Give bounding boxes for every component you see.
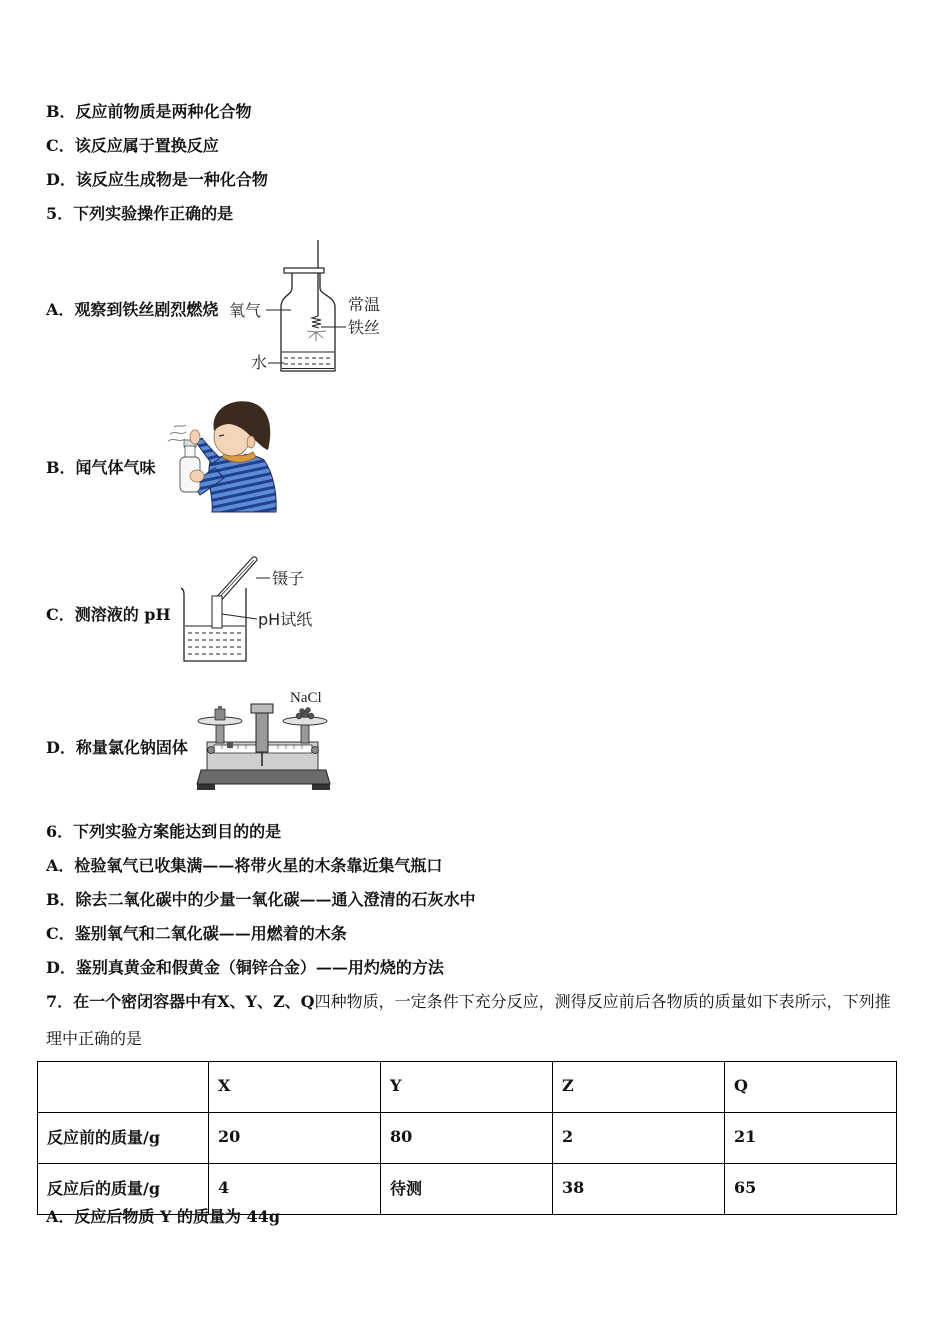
table-corner-cell: [38, 1062, 209, 1113]
table-header-cell: Y: [381, 1062, 553, 1113]
ph-paper-label: pH试纸: [258, 610, 313, 629]
q5-option-d: D．称量氯化钠固体: [46, 738, 188, 757]
oxygen-label: 氧气: [229, 301, 262, 320]
table-cell: 80: [381, 1113, 553, 1164]
table-cell: 2: [553, 1113, 725, 1164]
table-header-cell: Z: [553, 1062, 725, 1113]
table-cell: 4: [209, 1164, 381, 1215]
table-cell: 20: [209, 1113, 381, 1164]
q5-stem: 5．下列实验操作正确的是: [46, 204, 234, 223]
q7-stem: [46, 992, 891, 1012]
table-header-cell: Q: [725, 1062, 897, 1113]
smelling-gas-figure: [160, 398, 280, 516]
nacl-label: NaCl: [290, 690, 322, 706]
q5-option-b: B．闻气体气味: [46, 458, 156, 477]
iron-wire-combustion-figure: [225, 236, 390, 376]
q6-option-c: C．鉴别氧气和二氧化碳——用燃着的木条: [46, 924, 347, 943]
q6-option-d: D．鉴别真黄金和假黄金（铜锌合金）——用灼烧的方法: [46, 958, 444, 977]
iron-wire-label: 铁丝: [348, 318, 381, 337]
q6-stem: 6．下列实验方案能达到目的的是: [46, 822, 282, 841]
ph-test-figure: [178, 552, 318, 667]
q4-option-c: C．该反应属于置换反应: [46, 136, 219, 155]
table-row-label: 反应后的质量/g: [38, 1164, 209, 1215]
table-cell: 65: [725, 1164, 897, 1215]
water-label: 水: [251, 353, 268, 372]
mass-table: [37, 1061, 897, 1215]
table-header-row: [38, 1062, 897, 1113]
q4-option-d: D．该反应生成物是一种化合物: [46, 170, 268, 189]
balance-figure: [192, 684, 334, 794]
room-temp-label: 常温: [348, 295, 381, 314]
table-cell: 21: [725, 1113, 897, 1164]
table-row-label: 反应前的质量/g: [38, 1113, 209, 1164]
q5-option-c: C．测溶液的 pH: [46, 605, 171, 624]
table-row: [38, 1113, 897, 1164]
table-header-cell: X: [209, 1062, 381, 1113]
table-cell: 待测: [381, 1164, 553, 1215]
q7-option-a: A．反应后物质 Y 的质量为 44g: [46, 1207, 281, 1226]
q7-stem-rest: 四种物质，一定条件下充分反应，测得反应前后各物质的质量如下表所示，下列推: [314, 992, 891, 1011]
q4-option-b: B．反应前物质是两种化合物: [46, 102, 252, 121]
tweezers-label: 镊子: [272, 569, 305, 588]
q5-option-a: A．观察到铁丝剧烈燃烧: [46, 300, 219, 319]
q7-stem-bold: 7．在一个密闭容器中有X、Y、Z、Q: [46, 992, 315, 1011]
table-cell: 38: [553, 1164, 725, 1215]
q6-option-a: A．检验氧气已收集满——将带火星的木条靠近集气瓶口: [46, 856, 443, 875]
q7-stem-line2: 理中正确的是: [46, 1029, 143, 1048]
q6-option-b: B．除去二氧化碳中的少量一氧化碳——通入澄清的石灰水中: [46, 890, 476, 909]
